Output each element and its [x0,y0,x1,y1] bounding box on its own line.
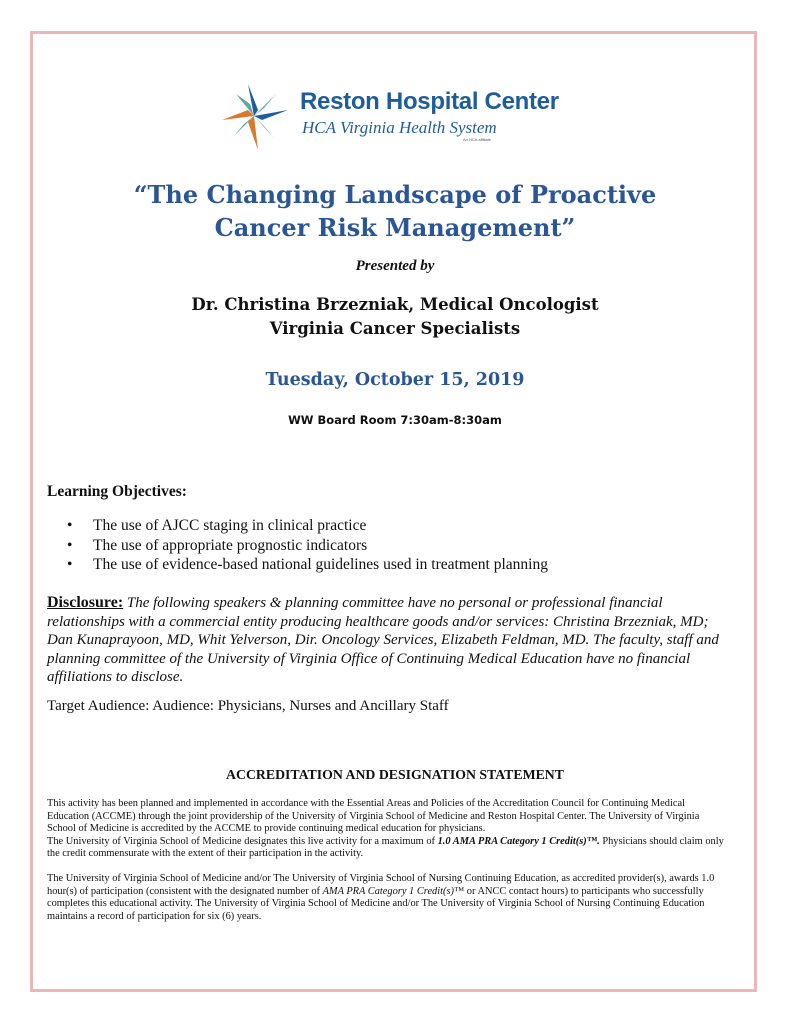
event-title [60,178,730,244]
logo-title: Reston Hospital Center [300,88,559,115]
speaker-block [60,293,730,341]
disclosure-label: Disclosure: [47,594,124,611]
disclosure-paragraph [47,594,727,687]
accreditation-paragraph-1: This activity has been planned and implemented in accordance with the Essential Areas and Policies of the Accreditation Council for Continuing Medical Education (ACCME) through the joint providership of the University of Virginia School of Medicine and Reston Hospital Center. The University of Virginia School of Medicine is accredited by the ACCME to provide continuing medical education for physicians. [47,798,700,835]
accreditation-heading: ACCREDITATION AND DESIGNATION STATEMENT [226,767,564,782]
disclosure-text: The following speakers & planning committee have no personal or professional financial relationships with a commercial entity producing healthcare goods and/or services: Christina Brzezniak, MD; Dan Kunaprayoon, MD, Whit Yelverson, Dir. Oncology Services, Elizabeth Feldman, MD. The faculty, staff and planning committee of the University of Virginia Office of Continuing Medical Education have no financial affiliations to disclose. [47,595,719,686]
list-item: • The use of appropriate prognostic indicators [67,536,548,556]
speaker-organization: Virginia Cancer Specialists [269,319,521,338]
objectives-heading: Learning Objectives: [47,483,187,500]
designation-paragraph [47,836,727,861]
event-date: Tuesday, October 15, 2019 [265,370,525,390]
speaker-name: Dr. Christina Brzezniak, Medical Oncologist [191,295,599,314]
nursing-credit: AMA PRA Category 1 Credit(s) [322,885,454,897]
accreditation-body [47,798,727,923]
objectives-list [67,516,548,575]
nursing-text-pre: The University of Virginia School of Medicine and/or The University of Virginia School of Nursing Continuing Education, as accredited provider(s), awards 1.0 hour(s) of participation (consistent with the designated number of [47,872,715,897]
event-title-line2: Cancer Risk Management” [214,213,576,242]
target-audience: Target Audience: Audience: Physicians, Nurses and Ancillary Staff [47,698,449,714]
list-item: • The use of evidence-based national guidelines used in treatment planning [67,555,548,575]
designation-credit: 1.0 AMA PRA Category 1 Credit(s)™. [437,835,600,847]
event-title-line1: “The Changing Landscape of Proactive [133,180,657,209]
designation-text-pre: The University of Virginia School of Medicine designates this live activity for a maximum of [47,835,438,847]
logo-affiliate: An HCA affiliate [463,137,491,142]
hospital-logo [218,80,578,152]
nursing-text-post: ™ or ANCC contact hours) to participants who successfully completes this educational activity. The University of Virginia School of Medicine and/or The University of Virginia School of Nursing Continuing Education maintains a record of participation for six (6) years. [47,885,705,922]
designation-text-post: Physicians should claim only the credit commensurate with the extent of their participation in the activity. [47,835,724,860]
list-item: • The use of AJCC staging in clinical practice [67,516,548,536]
logo-subtitle: HCA Virginia Health System [302,118,497,137]
compass-star-icon [218,80,290,152]
presented-by: Presented by [355,258,435,274]
nursing-paragraph [47,873,727,923]
event-location: WW Board Room 7:30am-8:30am [288,413,502,427]
